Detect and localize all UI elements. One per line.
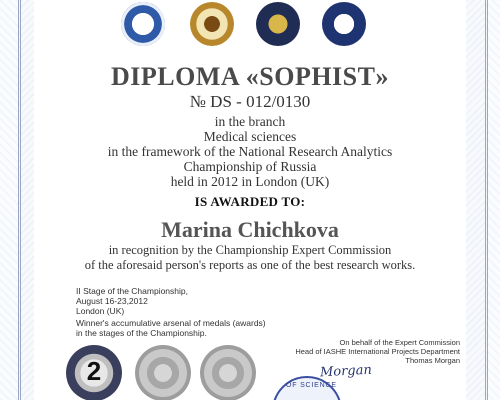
framework-line: in the framework of the National Research Analytics [107,144,393,159]
winner-info [76,318,306,338]
awarded-to-heading: IS AWARDED TO: [194,194,306,209]
championship-line: Championship of Russia [183,159,317,174]
branch-line: in the branch [214,114,286,129]
emblem-seal-gold [190,2,234,46]
recipient-name: Marina Chichkova [161,217,339,242]
stage-info-line: August 16-23,2012 [76,296,148,306]
behalf-line: Head of IASHE International Projects Department [295,347,460,356]
emblem-seal-navy [322,2,366,46]
signature: Morgan [319,362,373,381]
stage-info-line: II Stage of the Championship, [76,286,188,296]
stage-info-line: London (UK) [76,306,125,316]
held-line: held in 2012 in London (UK) [170,174,330,189]
winner-info-line: Winner's accumulative arsenal of medals (awards) [76,318,266,328]
emblem-seal-blue [121,2,165,46]
diploma-number: № DS - 012/0130 [189,92,311,111]
winner-info-line: in the stages of the Championship. [76,328,207,338]
medal-placeholder [200,345,256,400]
diploma-title: DIPLOMA «SOPHIST» [111,62,389,91]
recognition-line: of the aforesaid person's reports as one of the best research works. [84,258,416,272]
medal-number: 2 [86,356,102,386]
stage-info [76,286,226,316]
official-stamp-text: OF SCIENCE [286,382,337,389]
emblem-seal-quill [256,2,300,46]
behalf-line: On behalf of the Expert Commission [339,338,460,347]
recognition-line: in recognition by the Championship Expert Commission [108,243,392,257]
behalf-line: Thomas Morgan [405,356,460,365]
medal-placeholder [135,345,191,400]
branch-name: Medical sciences [203,129,297,144]
